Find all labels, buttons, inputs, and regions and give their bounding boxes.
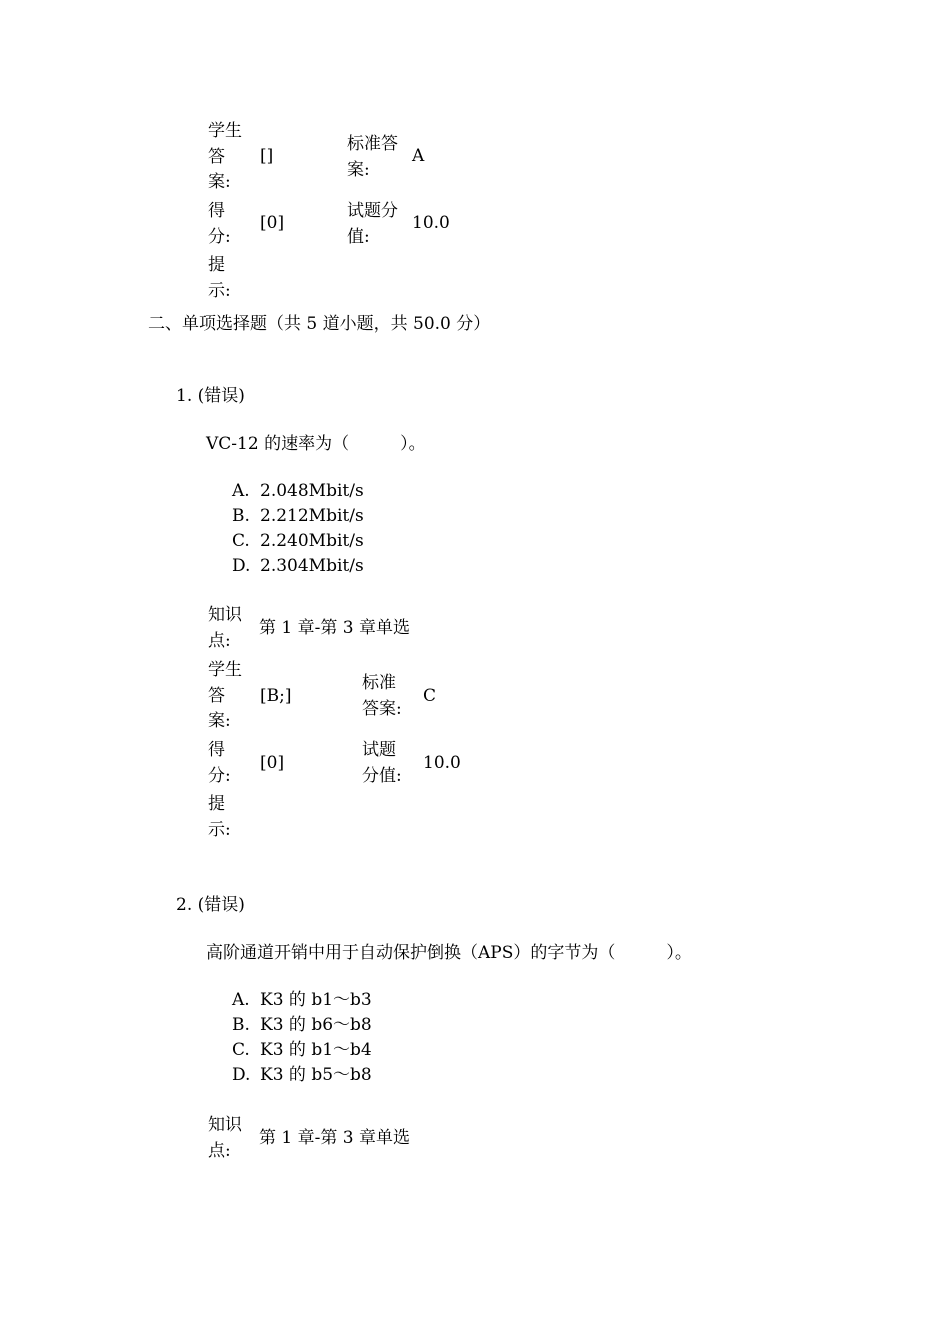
hint-label: 提 示:: [208, 794, 231, 840]
option-d: D. 2.304Mbit/s: [232, 556, 364, 576]
option-b: B. K3 的 b6～b8: [232, 1015, 372, 1035]
score-value: [0]: [260, 753, 285, 773]
standard-answer-label: 标准 答案:: [362, 673, 402, 719]
standard-answer-value: C: [423, 686, 437, 706]
question-status: (错误): [197, 895, 245, 915]
option-a: A. K3 的 b1～b3: [232, 990, 372, 1010]
points-value: 10.0: [412, 213, 450, 233]
question-1-header: [176, 384, 245, 409]
student-answer-value: []: [260, 146, 274, 166]
knowledge-point-label: 知识 点:: [208, 1115, 242, 1161]
option-b: B. 2.212Mbit/s: [232, 506, 364, 526]
points-value: 10.0: [423, 753, 461, 773]
question-number: 2.: [176, 895, 193, 915]
student-answer-label: 学生 答 案:: [208, 121, 242, 192]
standard-answer-value: A: [412, 146, 425, 166]
points-label: 试题分 值:: [347, 201, 398, 247]
score-label: 得 分:: [208, 201, 231, 247]
question-2-stem: 高阶通道开销中用于自动保护倒换（APS）的字节为（ ）。: [206, 943, 692, 963]
option-a: A. 2.048Mbit/s: [232, 481, 364, 501]
student-answer-label: 学生 答 案:: [208, 660, 242, 731]
question-2-header: [176, 893, 245, 918]
option-c: C. 2.240Mbit/s: [232, 531, 364, 551]
knowledge-point-value: 第 1 章-第 3 章单选: [259, 1128, 410, 1148]
question-number: 1.: [176, 386, 193, 406]
points-label: 试题 分值:: [362, 740, 402, 786]
knowledge-point-label: 知识 点:: [208, 605, 242, 651]
knowledge-point-value: 第 1 章-第 3 章单选: [259, 618, 410, 638]
question-1-stem: VC-12 的速率为（ ）。: [206, 434, 426, 454]
standard-answer-label: 标准答 案:: [347, 134, 398, 180]
score-label: 得 分:: [208, 740, 231, 786]
option-d: D. K3 的 b5～b8: [232, 1065, 372, 1085]
question-status: (错误): [197, 386, 245, 406]
section-title: 二、单项选择题（共 5 道小题，共 50.0 分）: [148, 314, 491, 334]
option-c: C. K3 的 b1～b4: [232, 1040, 372, 1060]
hint-label: 提 示:: [208, 255, 231, 301]
score-value: [0]: [260, 213, 285, 233]
student-answer-value: [B;]: [260, 686, 292, 706]
